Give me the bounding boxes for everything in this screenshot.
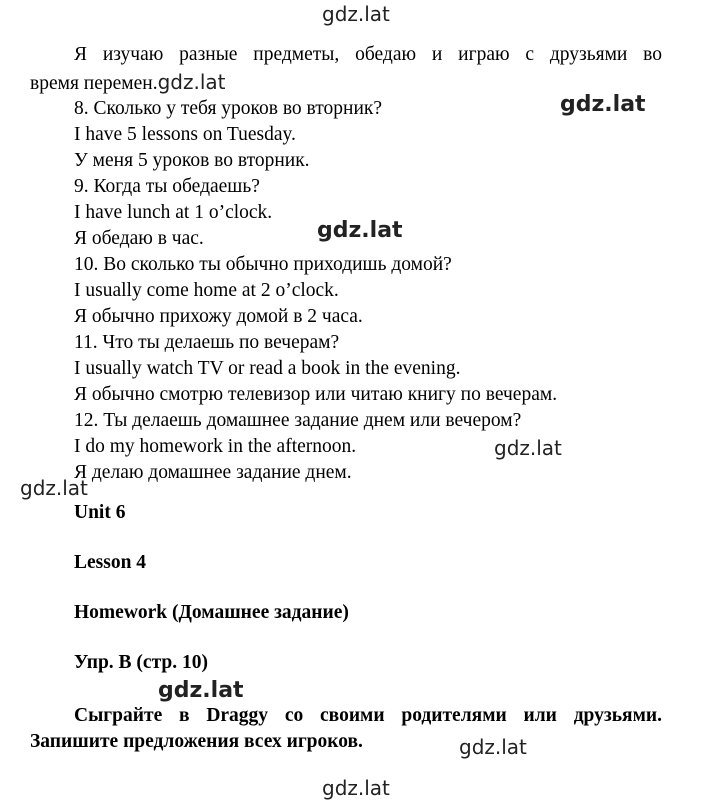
- question-11: 11. Что ты делаешь по вечерам?: [74, 332, 340, 353]
- task-line-2: Запишите предложения всех игроков.: [30, 731, 363, 752]
- question-9: 9. Когда ты обедаешь?: [74, 176, 260, 197]
- question-12: 12. Ты делаешь домашнее задание днем или вечером?: [74, 410, 522, 431]
- answer-11-en: I usually watch TV or read a book in the evening.: [74, 358, 461, 379]
- lesson-heading: Lesson 4: [74, 552, 147, 573]
- text-line-2: [30, 69, 226, 97]
- unit-heading: Unit 6: [74, 502, 126, 523]
- watermark-lower-bold: gdz.lat: [158, 678, 244, 703]
- question-10: 10. Во сколько ты обычно приходишь домой?: [74, 254, 452, 275]
- question-8: 8. Сколько у тебя уроков во вторник?: [74, 98, 383, 119]
- homework-heading: Homework (Домашнее задание): [74, 602, 349, 623]
- watermark-right-lower: gdz.lat: [459, 735, 527, 759]
- text-line-1: Я изучаю разные предметы, обедаю и играю с друзьями во: [74, 44, 662, 65]
- exercise-heading: Упр. B (стр. 10): [74, 652, 208, 673]
- answer-12-ru: Я делаю домашнее задание днем.: [74, 462, 352, 483]
- watermark-mid-bold: gdz.lat: [317, 218, 403, 243]
- watermark-left: gdz.lat: [20, 476, 88, 500]
- answer-10-en: I usually come home at 2 o’clock.: [74, 280, 339, 301]
- watermark-top: gdz.lat: [322, 2, 390, 26]
- answer-9-ru: Я обедаю в час.: [74, 228, 204, 249]
- answer-12-en: I do my homework in the afternoon.: [74, 436, 357, 457]
- watermark-bottom: gdz.lat: [322, 776, 390, 800]
- answer-11-ru: Я обычно смотрю телевизор или читаю книгу по вечерам.: [74, 384, 558, 405]
- watermark-inline: gdz.lat: [157, 70, 226, 94]
- text-line-2-content: время перемен.: [30, 73, 158, 94]
- answer-9-en: I have lunch at 1 o’clock.: [74, 202, 273, 223]
- answer-8-en: I have 5 lessons on Tuesday.: [74, 124, 296, 145]
- answer-10-ru: Я обычно прихожу домой в 2 часа.: [74, 306, 363, 327]
- task-line-1: Сыграйте в Draggy со своими родителями или друзьями.: [74, 705, 662, 726]
- watermark-right: gdz.lat: [494, 436, 562, 460]
- watermark-right-bold: gdz.lat: [560, 92, 646, 117]
- answer-8-ru: У меня 5 уроков во вторник.: [74, 150, 310, 171]
